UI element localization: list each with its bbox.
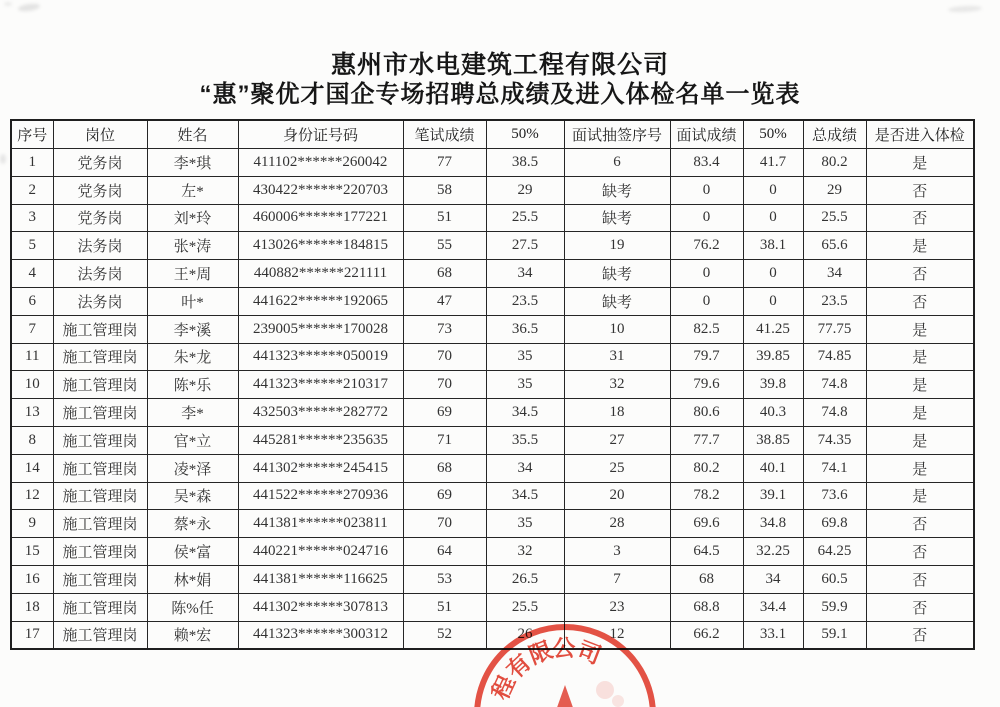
stamp-character: 程 [486,671,520,704]
table-cell: 是 [866,482,974,510]
table-cell: 26.5 [486,565,564,593]
table-cell: 69.6 [670,510,743,538]
table-cell: 70 [403,343,486,371]
table-cell: 34.5 [486,399,564,427]
seal-smudge [596,681,614,699]
table-cell: 5 [11,232,53,260]
table-cell: 39.8 [743,371,803,399]
table-cell: 36.5 [486,315,564,343]
table-cell: 34 [486,454,564,482]
table-cell: 施工管理岗 [53,538,147,566]
table-cell: 党务岗 [53,204,147,232]
table-row [11,454,974,482]
table-cell: 施工管理岗 [53,454,147,482]
column-header: 身份证号码 [238,120,403,149]
table-cell: 60.5 [803,565,866,593]
table-cell: 12 [564,621,670,649]
column-header: 笔试成绩 [403,120,486,149]
document-subtitle: “惠”聚优才国企专场招聘总成绩及进入体检名单一览表 [199,81,801,108]
table-cell: 64 [403,538,486,566]
column-header: 是否进入体检 [866,120,974,149]
table-cell: 413026******184815 [238,232,403,260]
table-cell: 29 [486,176,564,204]
table-cell: 是 [866,315,974,343]
table-cell: 0 [670,176,743,204]
table-cell: 69.8 [803,510,866,538]
table-row [11,260,974,288]
table-row [11,176,974,204]
table-cell: 51 [403,593,486,621]
table-row [11,315,974,343]
table-cell: 0 [743,260,803,288]
table-row [11,120,974,149]
table-cell: 0 [670,260,743,288]
table-cell: 441323******300312 [238,621,403,649]
table-cell: 35 [486,343,564,371]
table-cell: 凌*泽 [147,454,238,482]
table-cell: 20 [564,482,670,510]
table-cell: 35 [486,510,564,538]
table-cell: 79.6 [670,371,743,399]
table-cell: 51 [403,204,486,232]
column-header: 50% [743,120,803,149]
column-header: 50% [486,120,564,149]
table-cell: 否 [866,287,974,315]
table-cell: 否 [866,593,974,621]
scan-smudge [948,5,982,13]
table-cell: 32.25 [743,538,803,566]
table-cell: 69 [403,482,486,510]
table-cell: 82.5 [670,315,743,343]
table-cell: 40.1 [743,454,803,482]
table-cell: 71 [403,426,486,454]
table-row [11,426,974,454]
table-cell: 432503******282772 [238,399,403,427]
table-cell: 0 [743,204,803,232]
table-row [11,510,974,538]
table-cell: 李*溪 [147,315,238,343]
table-row [11,565,974,593]
table-cell: 是 [866,371,974,399]
table-cell: 34.4 [743,593,803,621]
table-cell: 52 [403,621,486,649]
table-cell: 9 [11,510,53,538]
table-cell: 70 [403,510,486,538]
table-cell: 441323******210317 [238,371,403,399]
stamp-character: 有 [501,648,536,684]
table-cell: 2 [11,176,53,204]
table-row [11,232,974,260]
table-cell: 79.7 [670,343,743,371]
table-cell: 18 [11,593,53,621]
table-cell: 党务岗 [53,149,147,177]
table-cell: 78.2 [670,482,743,510]
table-cell: 35.5 [486,426,564,454]
table-cell: 否 [866,176,974,204]
table-row [11,371,974,399]
table-cell: 441323******050019 [238,343,403,371]
table-cell: 239005******170028 [238,315,403,343]
table-cell: 73 [403,315,486,343]
table-cell: 官*立 [147,426,238,454]
table-cell: 6 [564,149,670,177]
table-body [11,149,974,650]
table-cell: 13 [11,399,53,427]
results-table [10,119,975,650]
table-cell: 叶* [147,287,238,315]
table-cell: 陈*乐 [147,371,238,399]
table-cell: 68 [670,565,743,593]
table-cell: 27 [564,426,670,454]
table-cell: 440882******221111 [238,260,403,288]
table-cell: 441522******270936 [238,482,403,510]
table-cell: 33.1 [743,621,803,649]
scan-smudge [18,3,41,13]
table-cell: 王*周 [147,260,238,288]
table-cell: 施工管理岗 [53,565,147,593]
table-cell: 32 [564,371,670,399]
table-cell: 陈%任 [147,593,238,621]
table-cell: 29 [803,176,866,204]
table-cell: 施工管理岗 [53,593,147,621]
table-cell: 18 [564,399,670,427]
company-seal-stamp [450,600,690,707]
table-cell: 李* [147,399,238,427]
table-cell: 19 [564,232,670,260]
table-cell: 38.85 [743,426,803,454]
table-cell: 23.5 [486,287,564,315]
table-cell: 38.5 [486,149,564,177]
table-cell: 16 [11,565,53,593]
table-cell: 74.8 [803,371,866,399]
table-cell: 否 [866,260,974,288]
table-cell: 否 [866,621,974,649]
table-cell: 39.85 [743,343,803,371]
table-cell: 66.2 [670,621,743,649]
table-cell: 74.8 [803,399,866,427]
table-cell: 17 [11,621,53,649]
table-cell: 32 [486,538,564,566]
table-cell: 施工管理岗 [53,482,147,510]
table-cell: 76.2 [670,232,743,260]
table-cell: 10 [564,315,670,343]
table-cell: 施工管理岗 [53,426,147,454]
table-cell: 460006******177221 [238,204,403,232]
table-cell: 68 [403,454,486,482]
table-cell: 25 [564,454,670,482]
table-cell: 41.7 [743,149,803,177]
table-cell: 411102******260042 [238,149,403,177]
table-cell: 430422******220703 [238,176,403,204]
table-cell: 否 [866,538,974,566]
table-cell: 林*娟 [147,565,238,593]
table-row [11,287,974,315]
table-cell: 34 [803,260,866,288]
table-cell: 0 [743,176,803,204]
table-cell: 左* [147,176,238,204]
table-cell: 83.4 [670,149,743,177]
table-cell: 15 [11,538,53,566]
table-cell: 64.25 [803,538,866,566]
table-cell: 80.6 [670,399,743,427]
table-cell: 58 [403,176,486,204]
table-cell: 0 [670,204,743,232]
table-cell: 1 [11,149,53,177]
stamp-text [487,635,605,704]
table-cell: 445281******235635 [238,426,403,454]
table-cell: 施工管理岗 [53,371,147,399]
table-cell: 党务岗 [53,176,147,204]
table-cell: 张*涛 [147,232,238,260]
table-cell: 是 [866,426,974,454]
table-cell: 26 [486,621,564,649]
table-cell: 27.5 [486,232,564,260]
table-cell: 朱*龙 [147,343,238,371]
column-header: 总成绩 [803,120,866,149]
star-icon [525,685,605,707]
table-cell: 施工管理岗 [53,343,147,371]
table-cell: 吴*森 [147,482,238,510]
table-cell: 23 [564,593,670,621]
table-row [11,343,974,371]
table-cell: 70 [403,371,486,399]
table-cell: 施工管理岗 [53,510,147,538]
table-cell: 缺考 [564,260,670,288]
column-header: 面试成绩 [670,120,743,149]
table-row [11,538,974,566]
table-row [11,204,974,232]
table-cell: 是 [866,454,974,482]
table-cell: 53 [403,565,486,593]
table-cell: 34.8 [743,510,803,538]
table-cell: 12 [11,482,53,510]
table-cell: 11 [11,343,53,371]
table-cell: 441622******192065 [238,287,403,315]
table-header-row [11,120,974,149]
table-cell: 40.3 [743,399,803,427]
table-row [11,149,974,177]
table-cell: 441302******307813 [238,593,403,621]
stamp-character: 限 [525,636,557,669]
table-cell: 10 [11,371,53,399]
table-row [11,482,974,510]
table-cell: 3 [11,204,53,232]
table-cell: 蔡*永 [147,510,238,538]
table-cell: 38.1 [743,232,803,260]
table-cell: 59.9 [803,593,866,621]
table-cell: 法务岗 [53,287,147,315]
scan-smudge [4,2,12,6]
table-cell: 缺考 [564,204,670,232]
table-cell: 刘*玲 [147,204,238,232]
table-cell: 73.6 [803,482,866,510]
table-row [11,399,974,427]
table-cell: 25.5 [486,593,564,621]
table-cell: 39.1 [743,482,803,510]
table-cell: 否 [866,510,974,538]
column-header: 姓名 [147,120,238,149]
table-cell: 68 [403,260,486,288]
table-cell: 35 [486,371,564,399]
table-cell: 侯*富 [147,538,238,566]
table-cell: 441302******245415 [238,454,403,482]
table-cell: 77.75 [803,315,866,343]
table-cell: 施工管理岗 [53,315,147,343]
table-cell: 缺考 [564,176,670,204]
scan-smudge [0,154,6,164]
table-cell: 0 [670,287,743,315]
document-title: 惠州市水电建筑工程有限公司 [330,51,669,79]
table-cell: 李*琪 [147,149,238,177]
table-cell: 缺考 [564,287,670,315]
table-cell: 440221******024716 [238,538,403,566]
table-cell: 65.6 [803,232,866,260]
table-cell: 28 [564,510,670,538]
table-cell: 59.1 [803,621,866,649]
table-cell: 69 [403,399,486,427]
table-cell: 74.35 [803,426,866,454]
stamp-character: 公 [552,634,576,662]
stamp-character: 司 [573,636,605,669]
table-cell: 34 [743,565,803,593]
table-cell: 施工管理岗 [53,399,147,427]
table-cell: 法务岗 [53,260,147,288]
table-cell: 0 [743,287,803,315]
table-cell: 7 [564,565,670,593]
column-header: 面试抽签序号 [564,120,670,149]
table-cell: 赖*宏 [147,621,238,649]
table-cell: 法务岗 [53,232,147,260]
table-cell: 是 [866,232,974,260]
table-cell: 77.7 [670,426,743,454]
table-cell: 6 [11,287,53,315]
table-cell: 74.85 [803,343,866,371]
table-cell: 441381******023811 [238,510,403,538]
column-header: 序号 [11,120,53,149]
table-cell: 55 [403,232,486,260]
table-cell: 4 [11,260,53,288]
table-cell: 否 [866,565,974,593]
table-cell: 23.5 [803,287,866,315]
table-cell: 否 [866,204,974,232]
table-cell: 74.1 [803,454,866,482]
table-cell: 68.8 [670,593,743,621]
table-cell: 80.2 [670,454,743,482]
table-cell: 77 [403,149,486,177]
table-cell: 是 [866,399,974,427]
column-header: 岗位 [53,120,147,149]
table-cell: 34 [486,260,564,288]
seal-smudge [612,695,624,707]
table-cell: 是 [866,343,974,371]
table-cell: 64.5 [670,538,743,566]
table-cell: 8 [11,426,53,454]
table-cell: 41.25 [743,315,803,343]
table-cell: 7 [11,315,53,343]
table-cell: 34.5 [486,482,564,510]
table-cell: 47 [403,287,486,315]
table-cell: 是 [866,149,974,177]
table-cell: 3 [564,538,670,566]
table-cell: 施工管理岗 [53,621,147,649]
table-cell: 441381******116625 [238,565,403,593]
table-cell: 25.5 [486,204,564,232]
table-cell: 25.5 [803,204,866,232]
table-cell: 14 [11,454,53,482]
table-cell: 31 [564,343,670,371]
table-cell: 80.2 [803,149,866,177]
